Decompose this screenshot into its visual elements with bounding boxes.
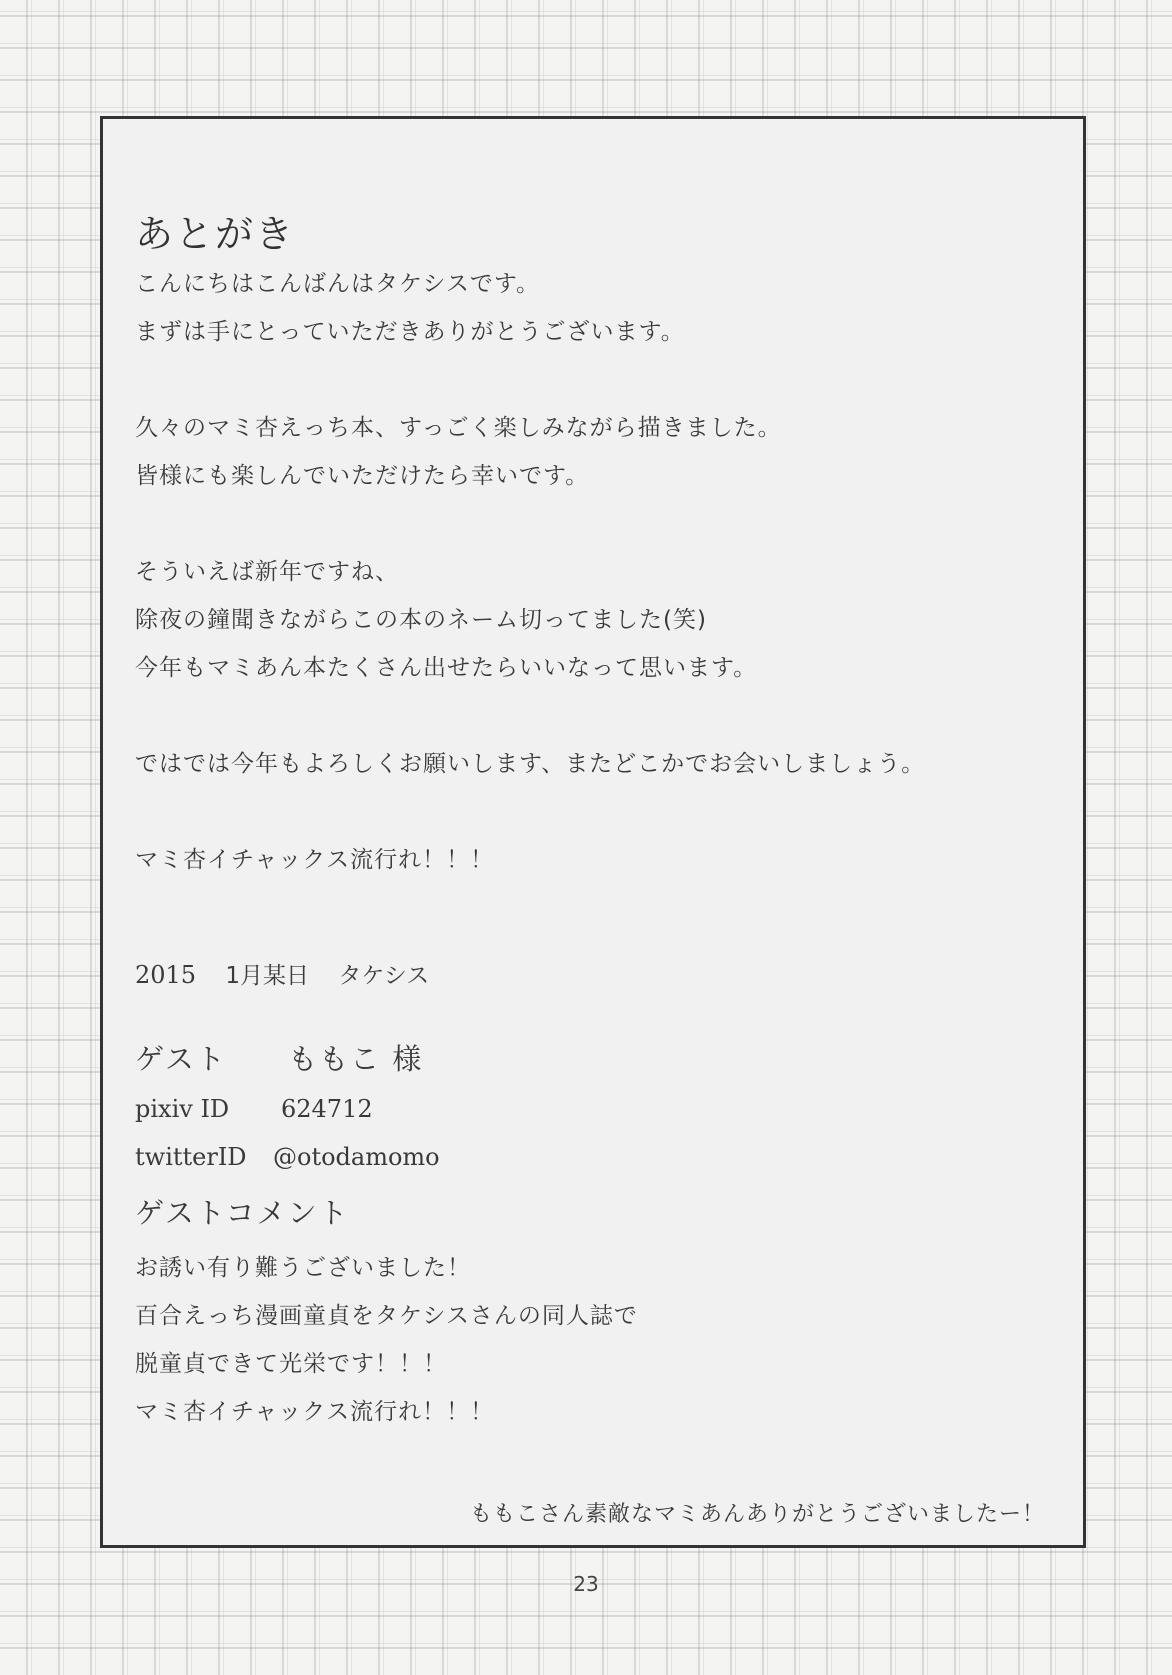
- pixiv-id: 624712: [281, 1095, 373, 1123]
- guest-comment-line: お誘い有り難うございました！: [135, 1255, 471, 1281]
- text-line: まずは手にとっていただきありがとうございます。: [135, 319, 685, 345]
- guest-name: ももこ 様: [288, 1042, 424, 1076]
- text-line: そういえば新年ですね、: [135, 559, 399, 585]
- guest-label: ゲスト: [135, 1042, 227, 1076]
- date-author: タケシス: [338, 963, 430, 989]
- twitter-id: @otodamomo: [273, 1143, 440, 1171]
- date-year: 2015: [135, 961, 197, 989]
- twitter-label: twitterID: [135, 1143, 247, 1171]
- text-line: 今年もマミあん本たくさん出せたらいいなって思います。: [135, 655, 758, 681]
- guest-comment-line: マミ杏イチャックス流行れ！！！: [135, 1399, 495, 1425]
- pixiv-label: pixiv ID: [135, 1095, 230, 1123]
- closing-thanks: ももこさん素敵なマミあんありがとうございましたー！: [469, 1502, 1045, 1527]
- afterword-panel: [100, 116, 1086, 1548]
- guest-comment-heading: ゲストコメント: [135, 1196, 350, 1230]
- guest-heading: [135, 1037, 423, 1078]
- afterword-title: あとがき: [135, 212, 296, 256]
- date-day: 1月某日: [225, 963, 310, 989]
- text-line: マミ杏イチャックス流行れ！！！: [135, 847, 495, 873]
- page-number: 23: [573, 1572, 599, 1596]
- text-line: 皆様にも楽しんでいただけたら幸いです。: [135, 463, 590, 489]
- signature-date: [135, 957, 429, 990]
- text-line: 除夜の鐘聞きながらこの本のネーム切ってました(笑): [135, 607, 707, 633]
- guest-comment-line: 脱童貞できて光栄です！！！: [135, 1351, 447, 1377]
- text-line: 久々のマミ杏えっち本、すっごく楽しみながら描きました。: [135, 415, 782, 441]
- text-line: こんにちはこんばんはタケシスです。: [135, 271, 541, 297]
- guest-comment-line: 百合えっち漫画童貞をタケシスさんの同人誌で: [135, 1303, 638, 1329]
- text-line: ではでは今年もよろしくお願いします、またどこかでお会いしましょう。: [135, 751, 926, 777]
